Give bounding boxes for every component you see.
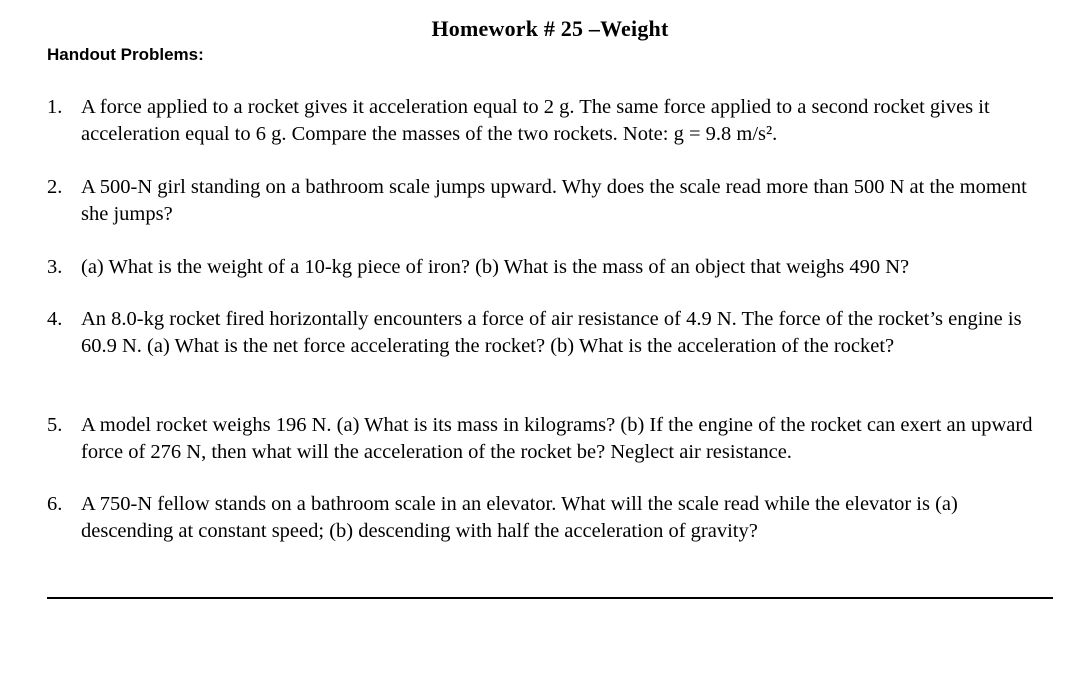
problem-2: [47, 174, 1047, 227]
problem-number: 6.: [47, 493, 63, 515]
problem-text: A 500-N girl standing on a bathroom scale jumps upward. Why does the scale read more than 500 N at the moment she jumps?: [81, 176, 1027, 225]
page-title: Homework # 25 –Weight: [431, 16, 669, 41]
problem-number: 2.: [47, 176, 63, 198]
problem-number: 3.: [47, 256, 63, 278]
problem-3: [47, 254, 1047, 281]
problem-text: A 750-N fellow stands on a bathroom scale in an elevator. What will the scale read while the elevator is (a) descending at constant speed; (b) descending with half the acceleration of gravity?: [81, 493, 958, 542]
problem-number: 5.: [47, 414, 63, 436]
problem-4: [47, 306, 1047, 359]
problem-6: [47, 491, 1047, 544]
problem-text: An 8.0-kg rocket fired horizontally encounters a force of air resistance of 4.9 N. The force of the rocket’s engine is 60.9 N. (a) What is the net force accelerating the rocket? (b) What is the acceleration of the rocket?: [81, 308, 1022, 357]
problem-text: (a) What is the weight of a 10-kg piece of iron? (b) What is the mass of an object that weighs 490 N?: [81, 256, 910, 278]
problem-5: [47, 412, 1047, 465]
problem-number: 1.: [47, 96, 63, 118]
problem-text: A model rocket weighs 196 N. (a) What is its mass in kilograms? (b) If the engine of the rocket can exert an upward force of 276 N, then what will the acceleration of the rocket be? Neglect air resistance.: [81, 414, 1033, 463]
section-heading: Handout Problems:: [47, 45, 204, 64]
bottom-divider: [47, 597, 1053, 599]
problem-text: A force applied to a rocket gives it acceleration equal to 2 g. The same force applied to a second rocket gives it acceleration equal to 6 g. Compare the masses of the two rockets. Note: g = 9.8 m/s².: [81, 96, 990, 145]
problem-number: 4.: [47, 308, 63, 330]
problem-1: [47, 94, 1047, 147]
